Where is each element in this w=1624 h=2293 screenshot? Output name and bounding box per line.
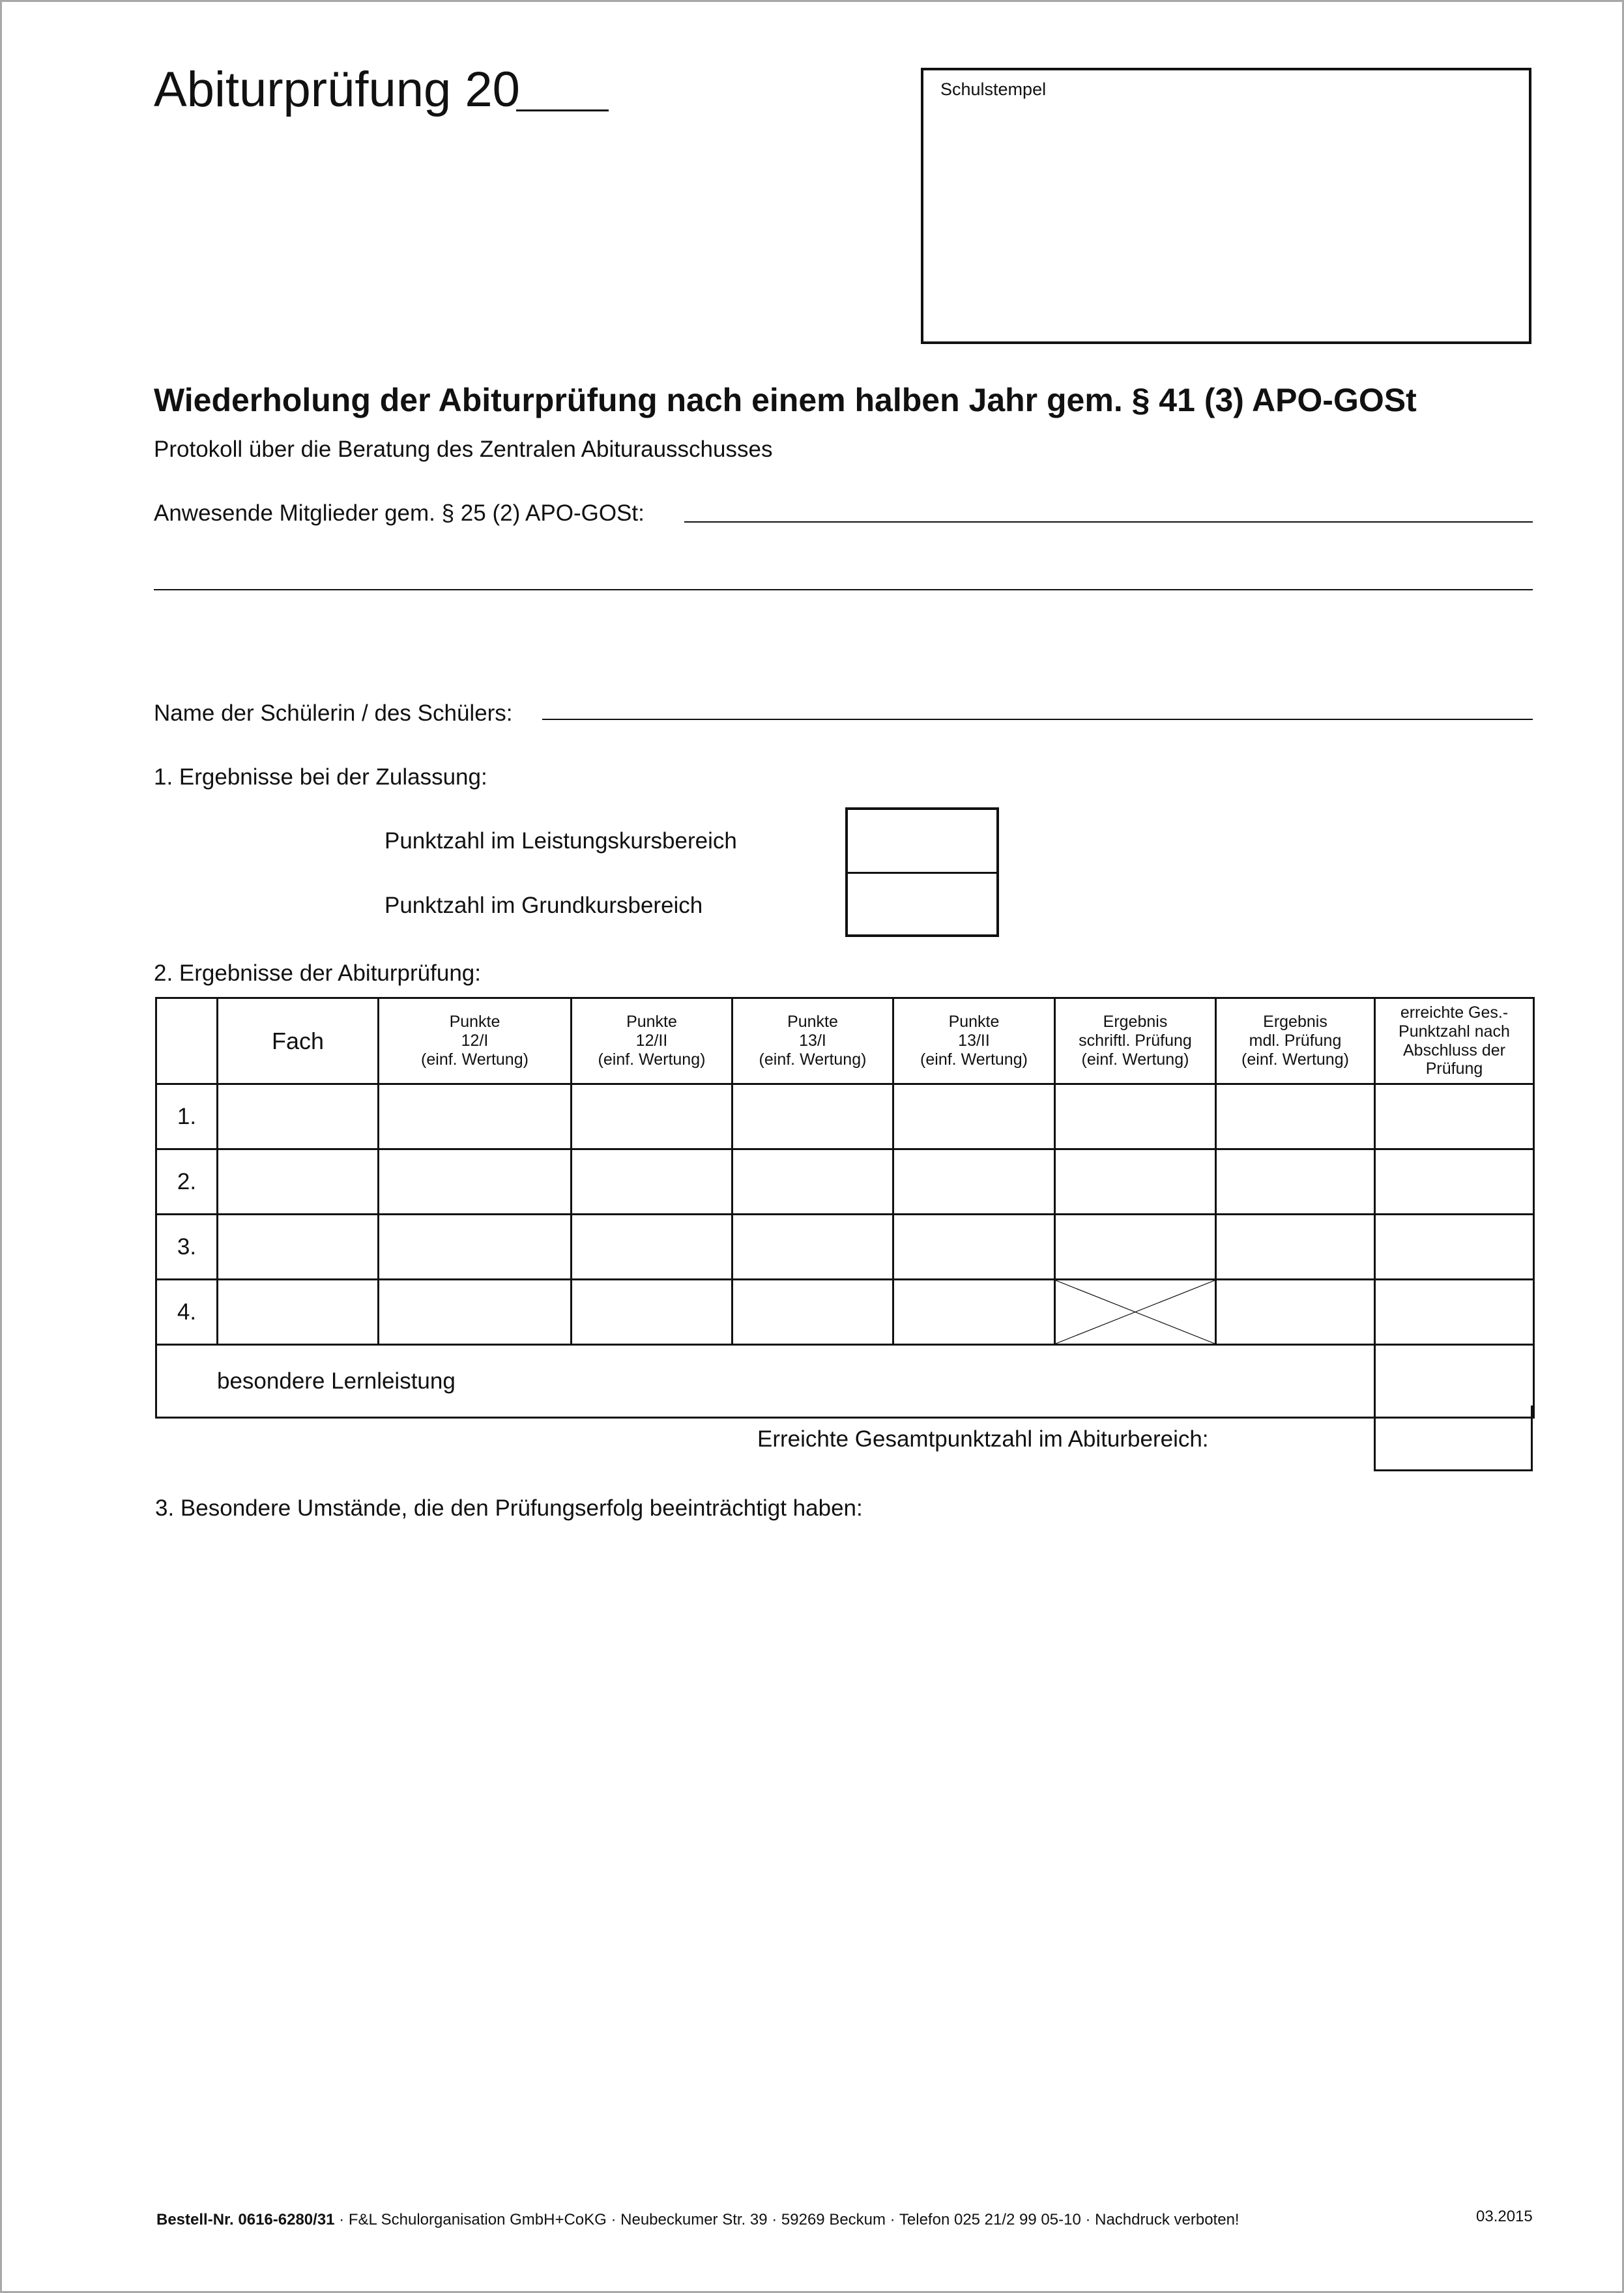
form-heading: Wiederholung der Abiturprüfung nach einem halben Jahr gem. § 41 (3) APO-GOSt xyxy=(154,382,1417,418)
cell-schriftl-crossed-out xyxy=(1055,1280,1216,1345)
form-title: Abiturprüfung 20 xyxy=(154,62,520,117)
table-row xyxy=(156,1215,1534,1280)
cell-schriftl[interactable] xyxy=(1055,1215,1216,1280)
order-number: Bestell-Nr. 0616-6280/31 xyxy=(156,2211,335,2228)
cell-schriftl[interactable] xyxy=(1055,1084,1216,1149)
cell-punkte-12-1[interactable] xyxy=(379,1084,572,1149)
members-label: Anwesende Mitglieder gem. § 25 (2) APO-GOSt: xyxy=(154,500,645,526)
gk-points-label: Punktzahl im Grundkursbereich xyxy=(384,893,703,918)
student-name-line[interactable] xyxy=(542,719,1533,720)
header-schriftl-pruefung: Ergebnis schriftl. Prüfung (einf. Wertung) xyxy=(1055,998,1216,1084)
cell-gesamt[interactable] xyxy=(1375,1149,1534,1215)
score-box-divider xyxy=(848,872,996,874)
cell-gesamt[interactable] xyxy=(1375,1084,1534,1149)
cell-punkte-13-2[interactable] xyxy=(893,1215,1055,1280)
cell-mdl[interactable] xyxy=(1216,1084,1375,1149)
cell-fach[interactable] xyxy=(218,1149,379,1215)
lernleistung-row xyxy=(156,1345,1534,1418)
section-3-title: 3. Besondere Umstände, die den Prüfungserfolg beeinträchtigt haben: xyxy=(155,1495,863,1521)
cell-punkte-12-2[interactable] xyxy=(572,1215,732,1280)
header-mdl-pruefung: Ergebnis mdl. Prüfung (einf. Wertung) xyxy=(1216,998,1375,1084)
cell-punkte-12-1[interactable] xyxy=(379,1149,572,1215)
cell-schriftl[interactable] xyxy=(1055,1149,1216,1215)
student-name-label: Name der Schülerin / des Schülers: xyxy=(154,700,513,726)
section-2-title: 2. Ergebnisse der Abiturprüfung: xyxy=(154,960,481,986)
table-header-row xyxy=(156,998,1534,1084)
cell-punkte-12-2[interactable] xyxy=(572,1084,732,1149)
members-line-2[interactable] xyxy=(154,589,1533,590)
cell-gesamt[interactable] xyxy=(1375,1215,1534,1280)
row-number: 2. xyxy=(156,1149,218,1215)
header-fach: Fach xyxy=(218,998,379,1084)
cross-out-icon xyxy=(1056,1280,1215,1344)
header-number xyxy=(156,998,218,1084)
section-1-title: 1. Ergebnisse bei der Zulassung: xyxy=(154,764,487,790)
cell-punkte-12-1[interactable] xyxy=(379,1215,572,1280)
table-row xyxy=(156,1280,1534,1345)
cell-mdl[interactable] xyxy=(1216,1280,1375,1345)
header-gesamtpunktzahl: erreichte Ges.- Punktzahl nach Abschluss der Prüfung xyxy=(1375,998,1534,1084)
results-table xyxy=(155,997,1535,1419)
cell-mdl[interactable] xyxy=(1216,1149,1375,1215)
table-row xyxy=(156,1084,1534,1149)
total-points-label: Erreichte Gesamtpunktzahl im Abiturbereich: xyxy=(757,1426,1209,1452)
cell-punkte-13-1[interactable] xyxy=(732,1280,893,1345)
members-line-1[interactable] xyxy=(684,521,1533,523)
admission-score-box[interactable] xyxy=(845,807,999,937)
cell-gesamt[interactable] xyxy=(1375,1280,1534,1345)
cell-fach[interactable] xyxy=(218,1215,379,1280)
row-number: 3. xyxy=(156,1215,218,1280)
school-stamp-box[interactable] xyxy=(921,68,1531,344)
stamp-label: Schulstempel xyxy=(940,79,1047,99)
header-punkte-13-1: Punkte 13/I (einf. Wertung) xyxy=(732,998,893,1084)
row-number: 1. xyxy=(156,1084,218,1149)
header-punkte-12-2: Punkte 12/II (einf. Wertung) xyxy=(572,998,732,1084)
header-punkte-12-1: Punkte 12/I (einf. Wertung) xyxy=(379,998,572,1084)
footer-text xyxy=(156,2211,1240,2229)
lernleistung-label: besondere Lernleistung xyxy=(156,1345,1375,1418)
cell-punkte-13-2[interactable] xyxy=(893,1084,1055,1149)
publisher-info: · F&L Schulorganisation GmbH+CoKG · Neubeckumer Str. 39 · 59269 Beckum · Telefon 025 21/2 99 05-10 · Nachdruck verboten! xyxy=(334,2211,1240,2228)
cell-punkte-13-1[interactable] xyxy=(732,1084,893,1149)
cell-fach[interactable] xyxy=(218,1280,379,1345)
cell-punkte-13-2[interactable] xyxy=(893,1280,1055,1345)
total-points-box[interactable] xyxy=(1374,1406,1533,1471)
cell-punkte-13-1[interactable] xyxy=(732,1149,893,1215)
lk-points-label: Punktzahl im Leistungskursbereich xyxy=(384,828,737,854)
cell-punkte-12-1[interactable] xyxy=(379,1280,572,1345)
cell-punkte-13-1[interactable] xyxy=(732,1215,893,1280)
cell-punkte-13-2[interactable] xyxy=(893,1149,1055,1215)
footer-date: 03.2015 xyxy=(1476,2208,1533,2225)
year-blank-line[interactable] xyxy=(516,109,609,111)
row-number: 4. xyxy=(156,1280,218,1345)
cell-punkte-12-2[interactable] xyxy=(572,1280,732,1345)
cell-punkte-12-2[interactable] xyxy=(572,1149,732,1215)
form-subheading: Protokoll über die Beratung des Zentralen Abiturausschusses xyxy=(154,437,773,462)
header-punkte-13-2: Punkte 13/II (einf. Wertung) xyxy=(893,998,1055,1084)
table-row xyxy=(156,1149,1534,1215)
cell-mdl[interactable] xyxy=(1216,1215,1375,1280)
cell-fach[interactable] xyxy=(218,1084,379,1149)
